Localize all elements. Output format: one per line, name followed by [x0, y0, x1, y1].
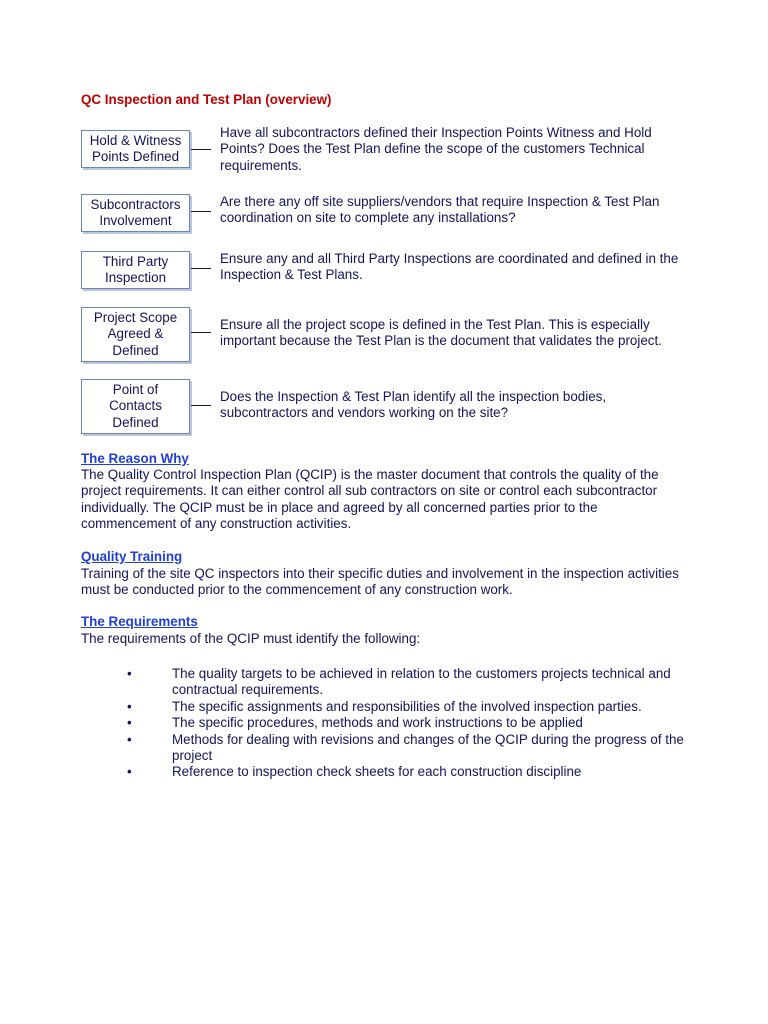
- list-item-text: Methods for dealing with revisions and changes of the QCIP during the progress of the project: [172, 731, 684, 764]
- plan-item-label: Subcontractors Involvement: [90, 196, 181, 228]
- connector-line: [191, 405, 211, 406]
- connector-line: [191, 211, 211, 212]
- list-item-text: The quality targets to be achieved in relation to the customers projects technical and contractual requirements.: [172, 666, 671, 698]
- section-heading-reason-why[interactable]: The Reason Why: [81, 451, 189, 466]
- connector-line: [191, 268, 211, 269]
- section-heading-requirements[interactable]: The Requirements: [81, 614, 198, 629]
- bullet-icon: •: [127, 715, 132, 731]
- list-item: [127, 699, 692, 715]
- bullet-icon: •: [127, 698, 132, 714]
- plan-item: [81, 379, 691, 435]
- plan-item-label: Project Scope Agreed & Defined: [93, 309, 178, 358]
- connector-line: [191, 149, 211, 150]
- section-heading-quality-training[interactable]: Quality Training: [81, 549, 183, 564]
- bullet-icon: •: [127, 764, 132, 780]
- list-item-text: The specific assignments and responsibilities of the involved inspection parties.: [172, 698, 642, 714]
- plan-item: [81, 251, 691, 291]
- plan-item-box: [81, 194, 190, 232]
- plan-item-description: Does the Inspection & Test Plan identify all the inspection bodies, subcontractors and vendors working on the site?: [220, 389, 607, 421]
- list-item-text: Reference to inspection check sheets for each construction discipline: [172, 764, 582, 780]
- list-item: [127, 732, 692, 765]
- bullet-icon: •: [127, 731, 132, 747]
- plan-item-description: Ensure any and all Third Party Inspections are coordinated and defined in the Inspection & Test Plans.: [220, 251, 679, 283]
- plan-item-box: [81, 307, 190, 362]
- bullet-icon: •: [127, 666, 132, 681]
- plan-item-label: Third Party Inspection: [102, 253, 169, 285]
- requirements-list: [127, 666, 692, 781]
- plan-item-description: Ensure all the project scope is defined in the Test Plan. This is especially important because the Test Plan is the document that validates the project.: [220, 317, 662, 349]
- plan-item-box: [81, 379, 190, 434]
- reason-why-text: The Quality Control Inspection Plan (QCIP) is the master document that controls the quality of the project requirements. It can either control all sub contractors on site or control each subcontractor individually. The QCIP must be in place and agreed by all concerned parties prior to the commencement of any construction activities.: [81, 467, 659, 532]
- connector-line: [191, 332, 211, 333]
- plan-item-label: Hold & Witness Points Defined: [89, 132, 182, 164]
- plan-item: [81, 307, 691, 363]
- list-item: [127, 764, 692, 780]
- page-title: QC Inspection and Test Plan (overview): [81, 92, 332, 107]
- plan-item: [81, 194, 691, 234]
- list-item: [127, 715, 692, 731]
- list-item: [127, 666, 692, 699]
- plan-item-box: [81, 130, 190, 168]
- quality-training-text: Training of the site QC inspectors into their specific duties and involvement in the inspection activities must be conducted prior to the commencement of any construction work.: [81, 566, 679, 598]
- requirements-intro: The requirements of the QCIP must identify the following:: [81, 631, 421, 646]
- list-item-text: The specific procedures, methods and work instructions to be applied: [172, 715, 583, 731]
- plan-item-description: Are there any off site suppliers/vendors that require Inspection & Test Plan coordination on site to complete any installations?: [220, 194, 660, 226]
- plan-item: [81, 125, 691, 177]
- plan-item-label: Point of Contacts Defined: [109, 381, 162, 430]
- plan-item-description: Have all subcontractors defined their Inspection Points Witness and Hold Points? Does the Test Plan define the scope of the customers Technical requirements.: [220, 125, 652, 173]
- plan-item-box: [81, 251, 190, 289]
